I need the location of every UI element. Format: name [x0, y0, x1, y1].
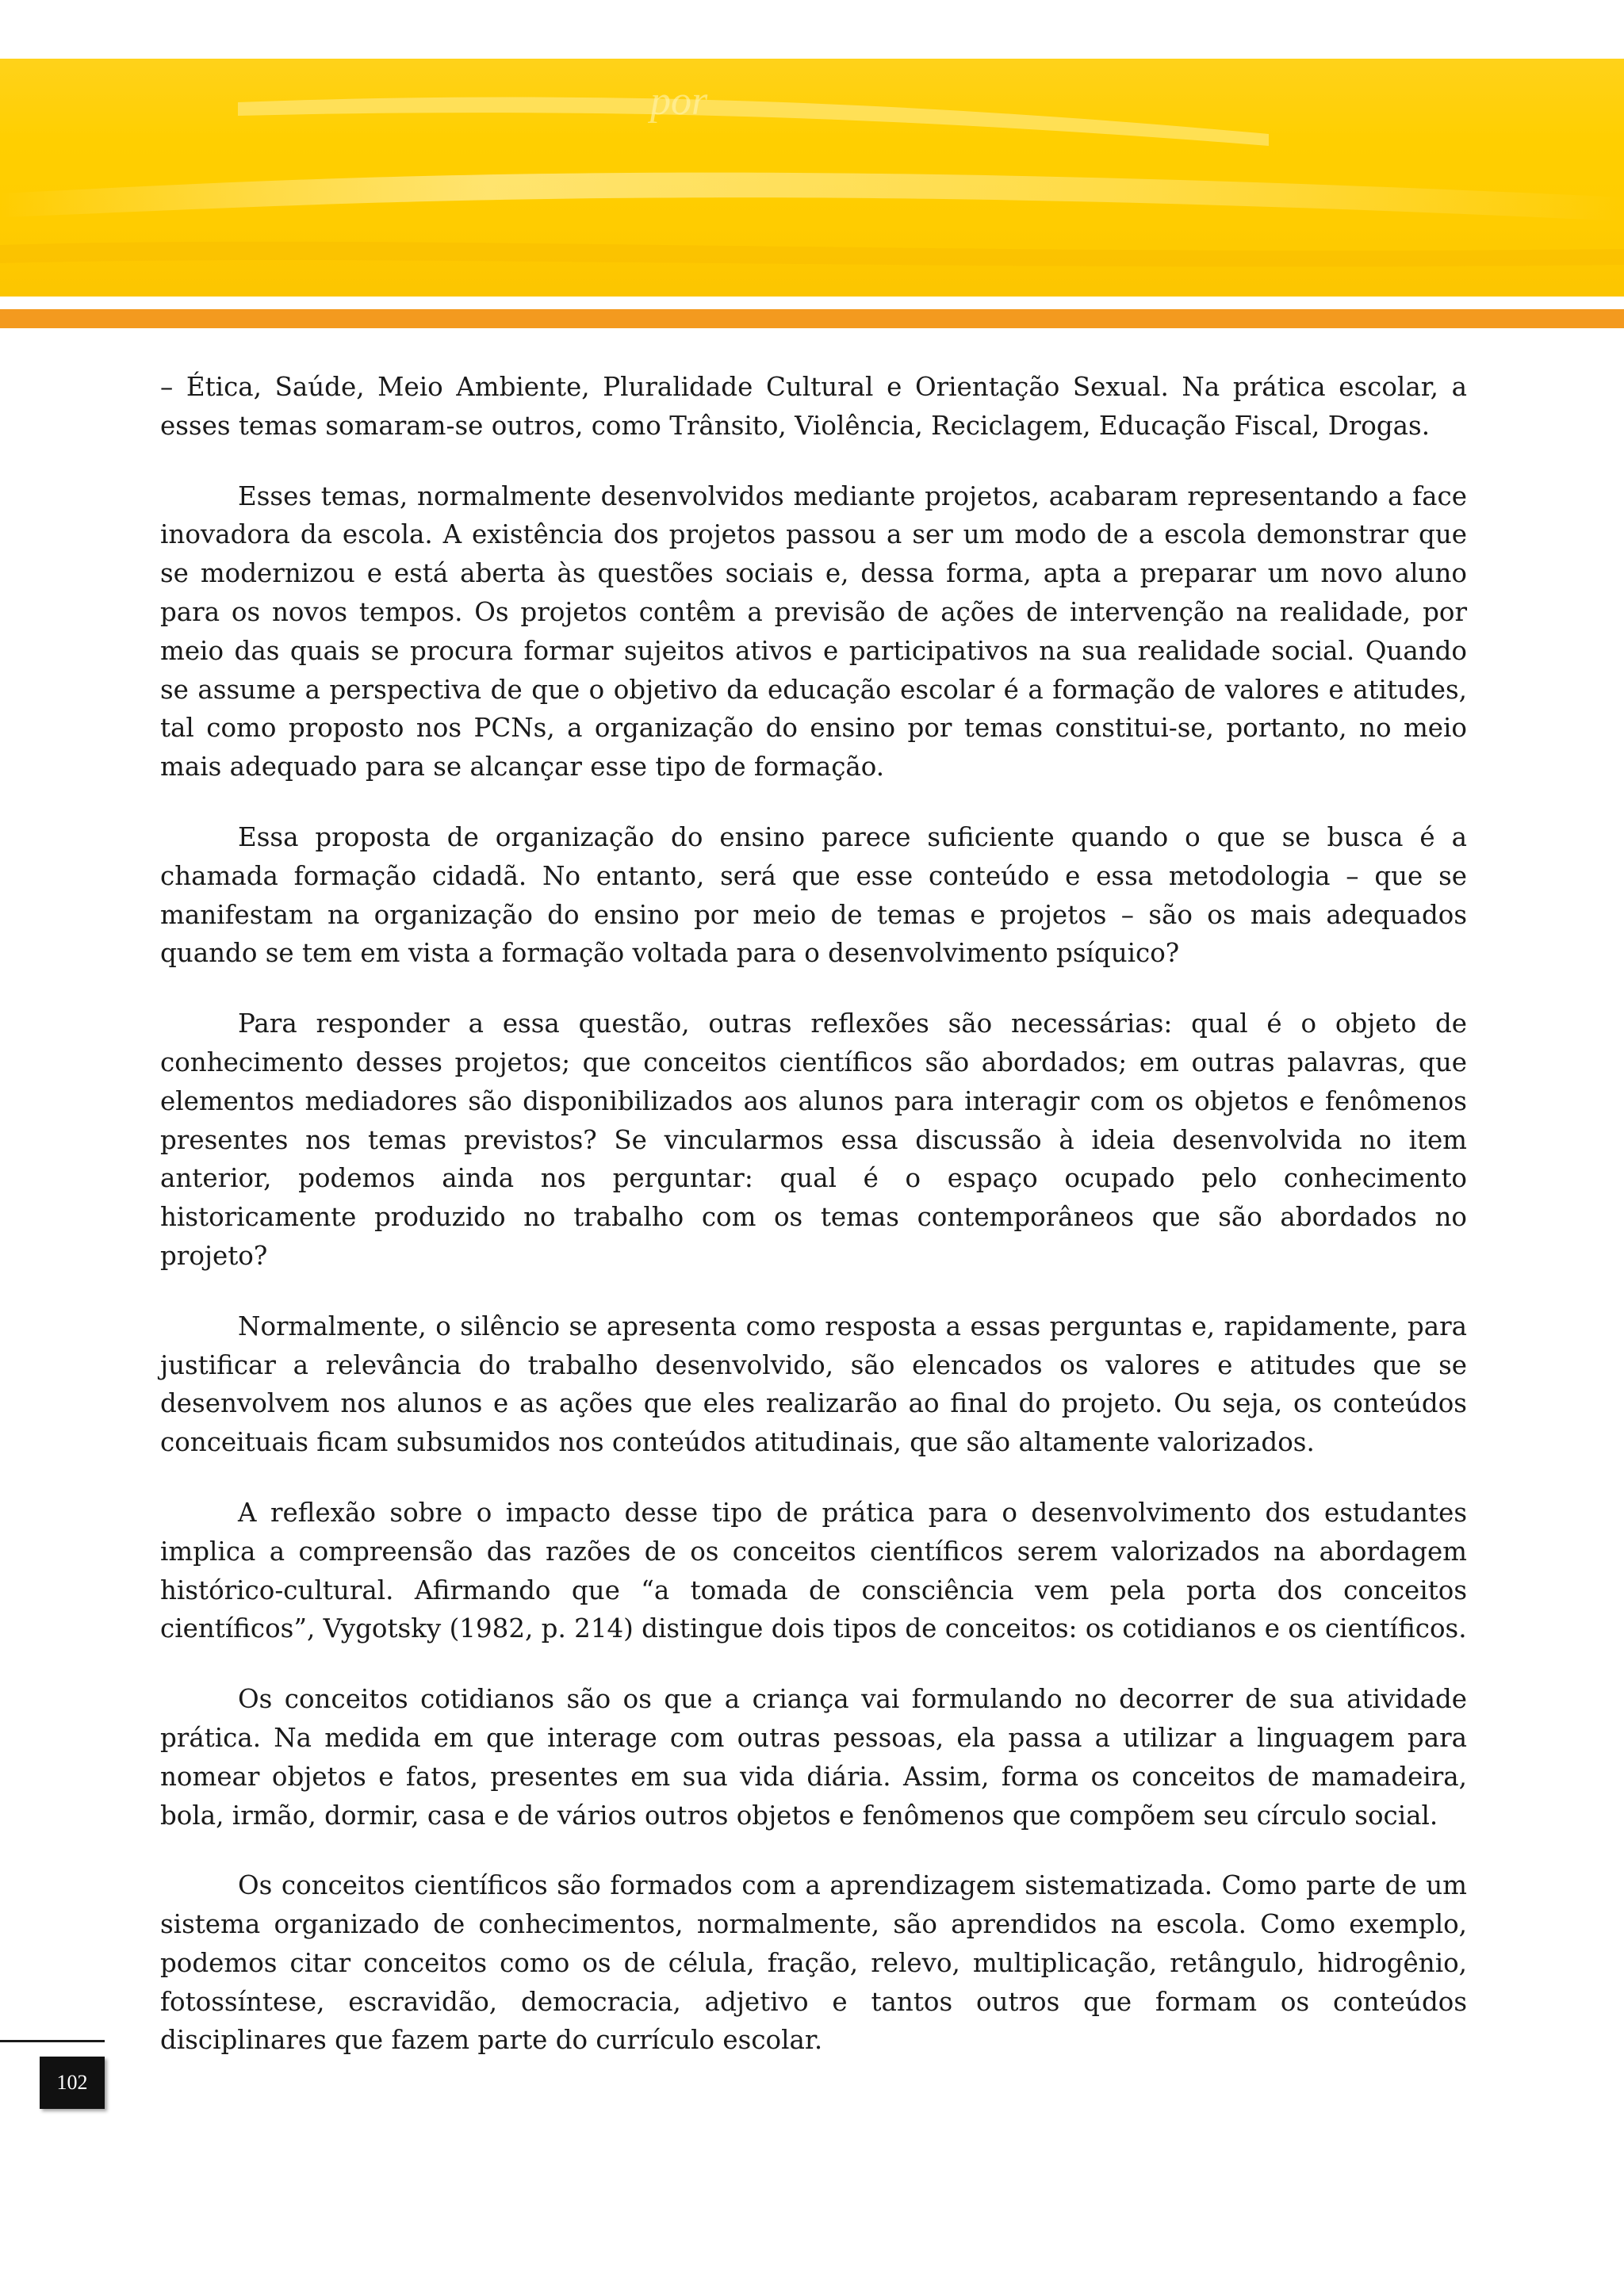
header-accent-bar [0, 309, 1624, 328]
paragraph-2: Esses temas, normalmente desenvolvidos mediante projetos, acabaram representando a face inovadora da escola. A existência dos projetos passou a ser um modo de a escola demonstrar que se modernizou e está aberta às questões sociais e, dessa forma, apta a preparar um novo aluno para os novos tempos. Os projetos contêm a previsão de ações de intervenção na realidade, por meio das quais se procura formar sujeitos ativos e participativos na sua realidade social. Quando se assume a perspectiva de que o objetivo da educação escolar é a formação de valores e atitudes, tal como proposto nos PCNs, a organização do ensino por temas constitui-se, portanto, no meio mais adequado para se alcançar esse tipo de formação. [160, 480, 1467, 783]
page-number: 102 [40, 2057, 105, 2109]
paragraph-4: Para responder a essa questão, outras reflexões são necessárias: qual é o objeto de conhecimento desses projetos; que conceitos científicos são abordados; em outras palavras, que elementos mediadores são disponibilizados aos alunos para interagir com os objetos e fenômenos presentes nos temas previstos? Se vincularmos essa discussão à ideia desenvolvida no item anterior, podemos ainda nos perguntar: qual é o espaço ocupado pelo conhecimento historicamente produzido no trabalho com os temas contemporâneos que são abordados no projeto? [160, 1008, 1467, 1271]
paragraph-7: Os conceitos cotidianos são os que a criança vai formulando no decorrer de sua atividade prática. Na medida em que interage com outras pessoas, ela passa a utilizar a linguagem para nomear objetos e fatos, presentes em sua vida diária. Assim, forma os conceitos de mamadeira, bola, irmão, dormir, casa e de vários outros objetos e fenômenos que compõem seu círculo social. [160, 1684, 1467, 1831]
paragraph-3: Essa proposta de organização do ensino parece suficiente quando o que se busca é a chamada formação cidadã. No entanto, será que esse conteúdo e essa metodologia – que se manifestam na organização do ensino por meio de temas e projetos – são os mais adequados quando se tem em vista a formação voltada para o desenvolvimento psíquico? [160, 821, 1467, 969]
paragraph-6: A reflexão sobre o impacto desse tipo de prática para o desenvolvimento dos estudantes implica a compreensão das razões de os conceitos científicos serem valorizados na abordagem histórico-cultural. Afirmando que “a tomada de consciência vem pela porta dos conceitos científicos”, Vygotsky (1982, p. 214) distingue dois tipos de conceitos: os cotidianos e os científicos. [160, 1497, 1467, 1644]
paragraph-5: Normalmente, o silêncio se apresenta como resposta a essas perguntas e, rapidamente, para justificar a relevância do trabalho desenvolvido, são elencados os valores e atitudes que se desenvolvem nos alunos e as ações que eles realizarão ao final do projeto. Ou seja, os conteúdos conceituais ficam subsumidos nos conteúdos atitudinais, que são altamente valorizados. [160, 1311, 1467, 1458]
banner-watermark-text: por [650, 78, 708, 124]
body-text [160, 368, 1467, 2091]
header-banner [0, 59, 1624, 297]
paragraph-8: Os conceitos científicos são formados com a aprendizagem sistematizada. Como parte de um sistema organizado de conhecimentos, normalmente, são aprendidos na escola. Como exemplo, podemos citar conceitos como os de célula, fração, relevo, multiplicação, retângulo, hidrogênio, fotossíntese, escravidão, democracia, adjetivo e tantos outros que formam os conteúdos disciplinares que fazem parte do currículo escolar. [160, 1870, 1467, 2056]
paragraph-1: – Ética, Saúde, Meio Ambiente, Pluralidade Cultural e Orientação Sexual. Na prática escolar, a esses temas somaram-se outros, como Trânsito, Violência, Reciclagem, Educação Fiscal, Drogas. [160, 372, 1467, 441]
banner-texture [0, 59, 1624, 297]
footer-rule [0, 2040, 105, 2042]
